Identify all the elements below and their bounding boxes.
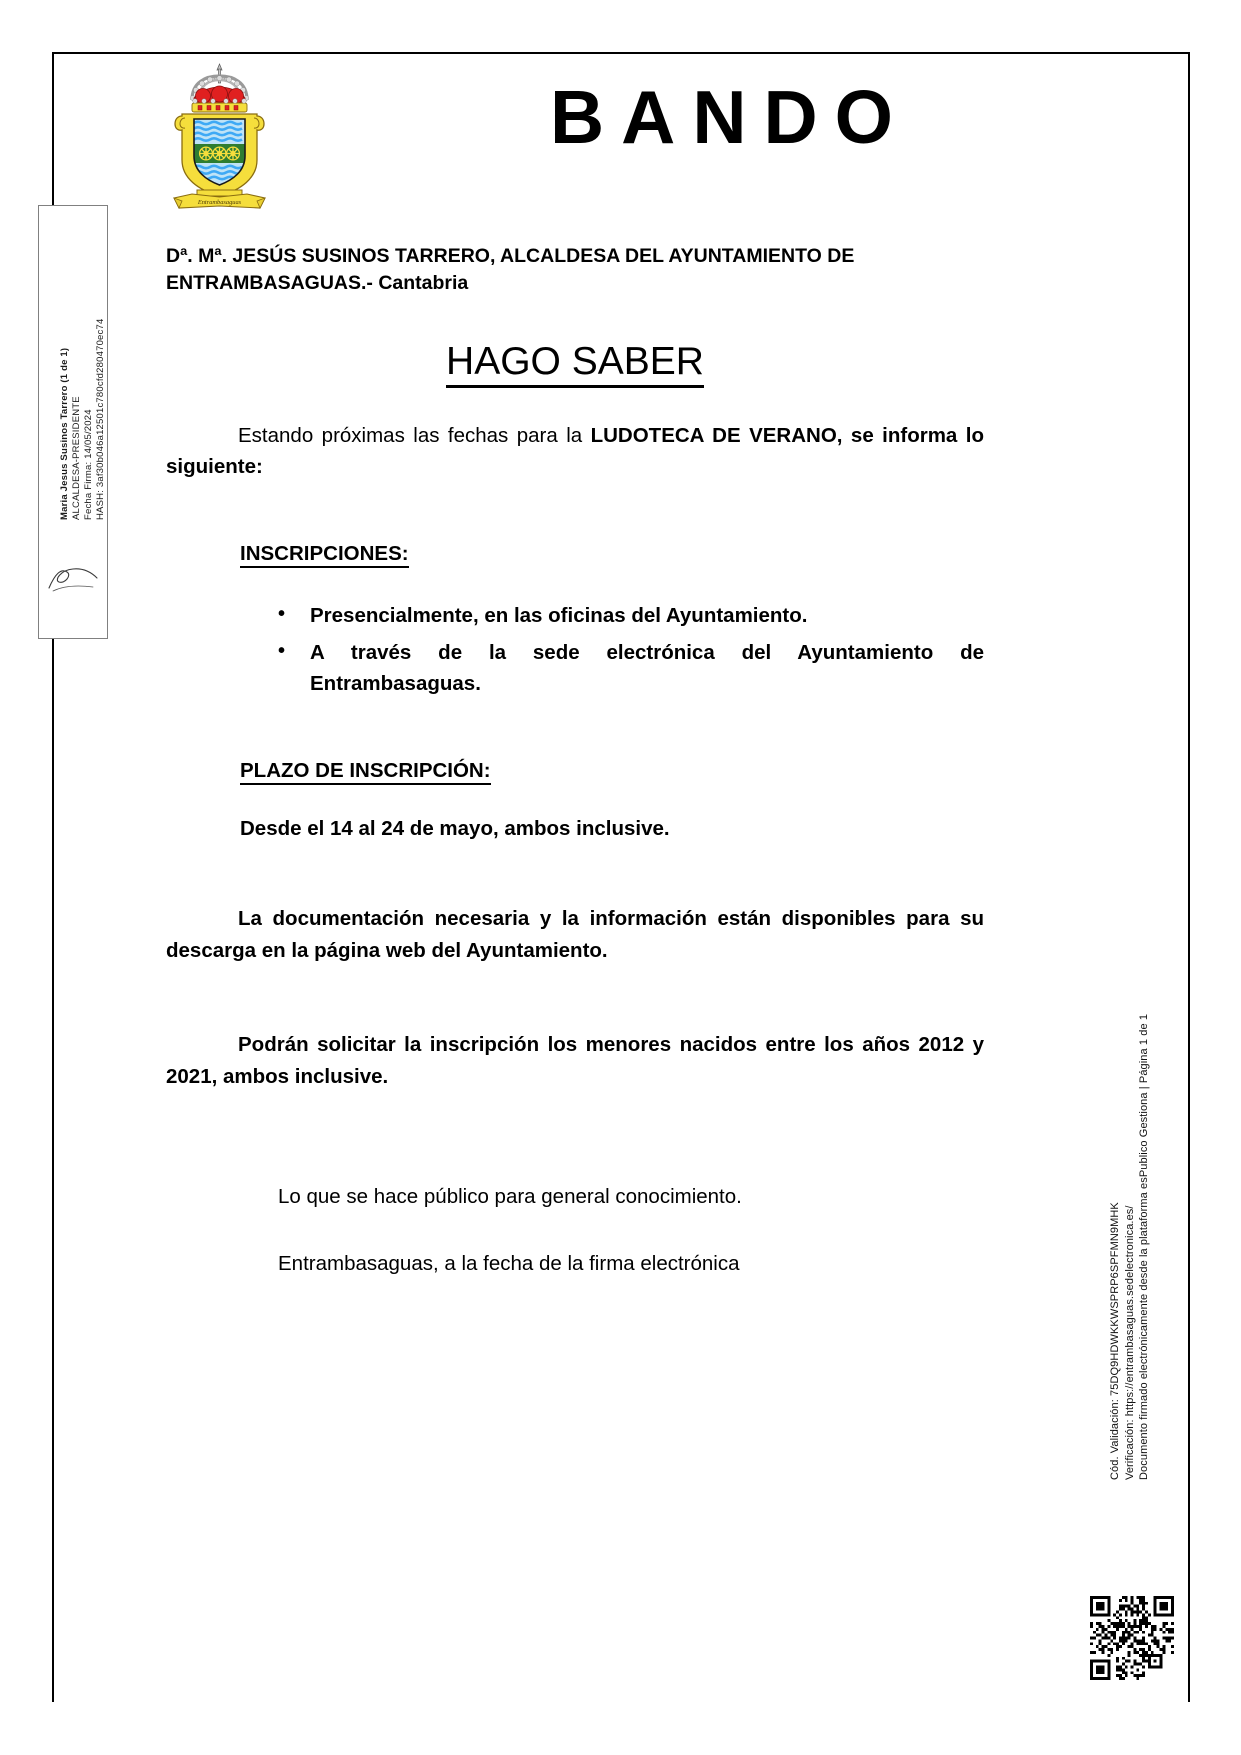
signature-date: Fecha Firma: 14/05/2024 — [83, 409, 94, 520]
hago-saber-heading — [166, 337, 984, 387]
intro-paragraph-prefix: Estando próximas las fechas para la — [238, 424, 591, 447]
validation-url[interactable]: Verificación: https://entrambasaguas.sedelectronica.es/ — [1123, 1205, 1136, 1480]
hago-saber-label: HAGO SABER — [446, 340, 704, 388]
mayor-declaration-line: Dª. Mª. JESÚS SUSINOS TARRERO, ALCALDESA DEL AYUNTAMIENTO DE ENTRAMBASAGUAS.- Cantabria — [166, 245, 855, 294]
page-title: BANDO — [550, 75, 910, 159]
list-item — [278, 600, 984, 631]
intro-paragraph-emphasis: LUDOTECA DE VERANO, se informa lo siguiente: — [166, 424, 984, 478]
footer-page-marker — [1040, 960, 1066, 1440]
signature-stamp-box — [38, 205, 108, 639]
closing-public-notice: Lo que se hace público para general conocimiento. — [278, 1185, 742, 1208]
paragraph-podran-solicitar: Podrán solicitar la inscripción los menores nacidos entre los años 2012 y 2021, ambos inclusive. — [166, 1033, 984, 1088]
paragraph-documentacion: La documentación necesaria y la información están disponibles para su descarga en la página web del Ayuntamiento. — [166, 907, 984, 962]
signature-hash: HASH: 3af30b046a12501c780cfd280470ec74 — [95, 318, 106, 520]
list-item-label: A través de la sede electrónica del Ayuntamiento de Entrambasaguas. — [310, 641, 984, 695]
document-header — [100, 50, 1100, 215]
section-heading-plazo — [240, 759, 984, 783]
document-body — [166, 243, 984, 1279]
intro-paragraph — [166, 420, 984, 482]
section-heading-inscripciones — [240, 542, 984, 566]
validation-code: Cód. Validación: 75DQ9HDWKKWSPRP6SPFMN9MHK — [1109, 1202, 1121, 1480]
plazo-period-text: Desde el 14 al 24 de mayo, ambos inclusive. — [240, 817, 670, 840]
list-item-label: Presencialmente, en las oficinas del Ayuntamiento. — [310, 604, 808, 627]
closing-place-and-date: Entrambasaguas, a la fecha de la firma electrónica — [278, 1252, 740, 1275]
validation-platform-note: Documento firmado electrónicamente desde la plataforma esPublico Gestiona | Página 1 de 1 — [1138, 1013, 1150, 1480]
list-item — [278, 637, 984, 699]
signer-name: Maria Jesus Susinos Tarrero (1 de 1) — [59, 347, 70, 520]
qr-code-icon[interactable] — [1090, 1596, 1174, 1680]
inscripciones-list — [166, 600, 984, 699]
section-heading-inscripciones-label: INSCRIPCIONES: — [240, 542, 409, 568]
coat-of-arms-banner-label: Entrambasaguas — [197, 199, 242, 207]
footer-validation-block — [1108, 960, 1188, 1480]
signer-role: ALCALDESA-PRESIDENTE — [71, 396, 82, 520]
section-heading-plazo-label: PLAZO DE INSCRIPCIÓN: — [240, 759, 491, 785]
coat-of-arms-icon — [162, 56, 277, 211]
handwritten-signature-icon — [45, 558, 101, 598]
page-border-right — [1188, 52, 1190, 1702]
